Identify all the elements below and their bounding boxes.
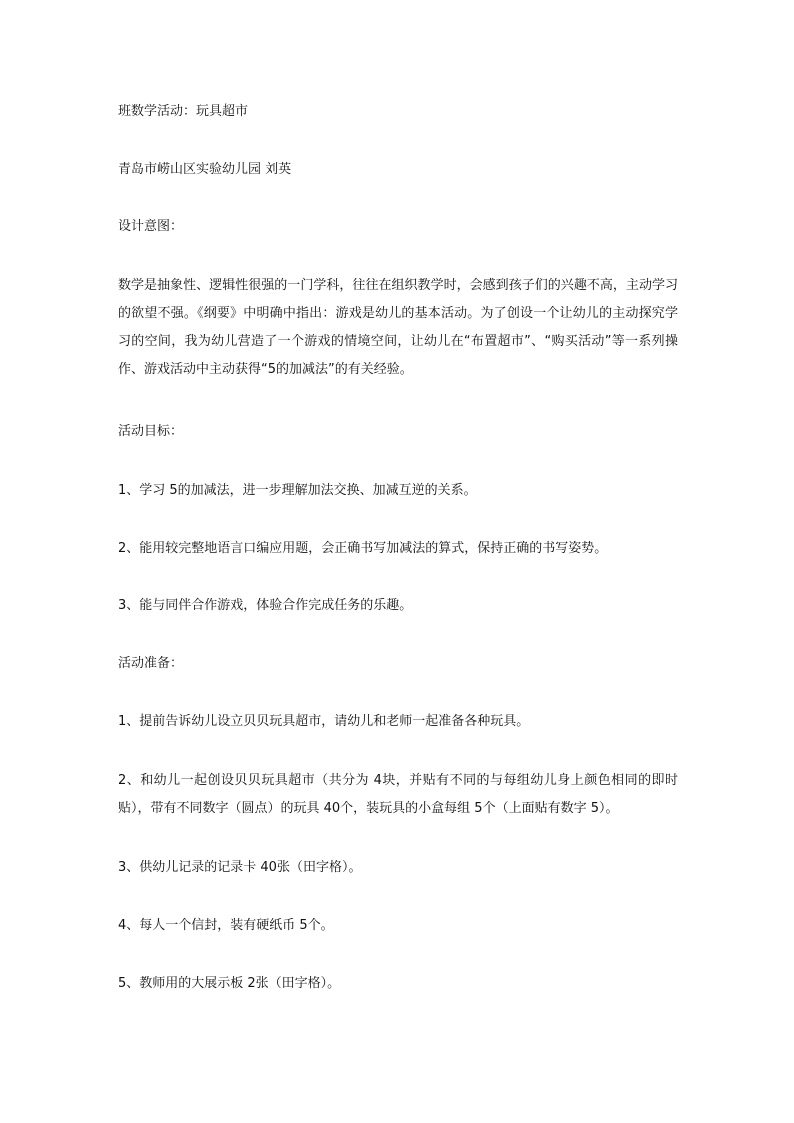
prep-item-2: 2、和幼儿一起创设贝贝玩具超市（共分为 4块，并贴有不同的与每组幼儿身上颜色相同的即时贴），带有不同数字（圆点）的玩具 40个，装玩具的小盒每组 5个（上面贴有数字 5）。	[118, 773, 678, 816]
prep-item-4: 4、每人一个信封，装有硬纸币 5个。	[118, 918, 334, 933]
prep-item-1: 1、提前告诉幼儿设立贝贝玩具超市，请幼儿和老师一起准备各种玩具。	[118, 714, 530, 729]
goal-item-2: 2、能用较完整地语言口编应用题，会正确书写加减法的算式，保持正确的书写姿势。	[118, 541, 608, 556]
section-heading-prep: 活动准备：	[118, 656, 184, 671]
prep-item-5: 5、教师用的大展示板 2张（田字格）。	[118, 976, 341, 991]
section-heading-design: 设计意图：	[118, 219, 184, 234]
goal-item-1: 1、学习 5的加减法，进一步理解加法交换、加减互逆的关系。	[118, 483, 477, 498]
author-line: 青岛市崂山区实验幼儿园 刘英	[118, 162, 292, 177]
prep-item-3: 3、供幼儿记录的记录卡 40张（田字格）。	[118, 860, 362, 875]
document-title: 班数学活动：玩具超市	[118, 104, 249, 119]
goal-item-3: 3、能与同伴合作游戏，体验合作完成任务的乐趣。	[118, 598, 413, 613]
section-heading-goals: 活动目标：	[118, 424, 184, 439]
design-paragraph: 数学是抽象性、逻辑性很强的一门学科，往往在组织教学时，会感到孩子们的兴趣不高，主动学习的欲望不强。《纲要》中明确中指出：游戏是幼儿的基本活动。为了创设一个让幼儿的主动探究学习的空间，我为幼儿营造了一个游戏的情境空间，让幼儿在“布置超市”、“购买活动”等一系列操作、游戏活动中主动获得“5的加减法”的有关经验。	[118, 278, 678, 377]
